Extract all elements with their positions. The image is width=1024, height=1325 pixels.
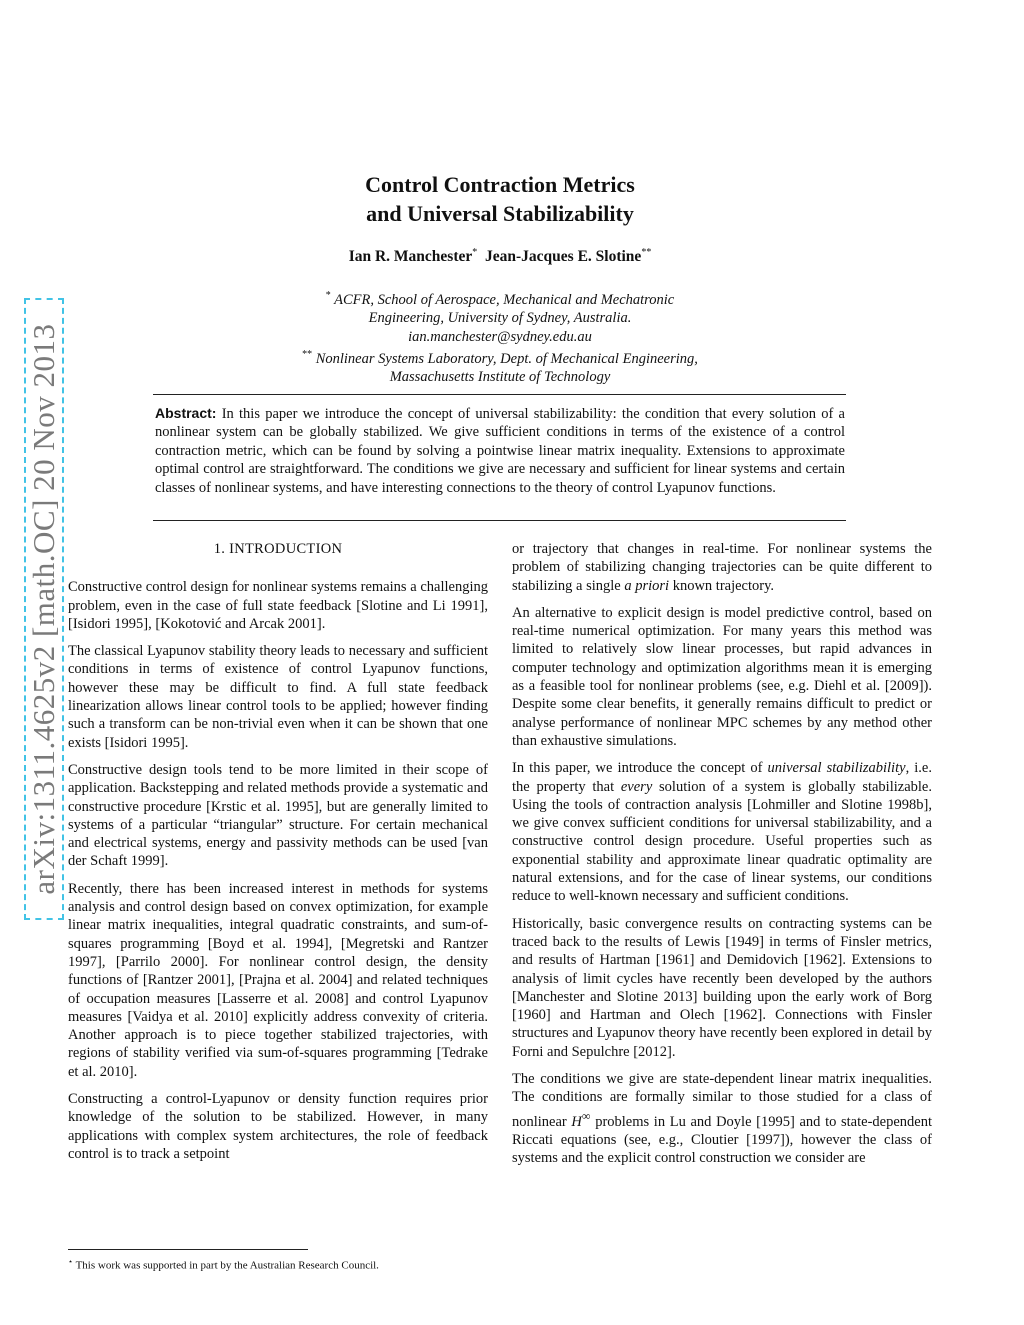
left-column: [68, 540, 488, 1172]
abstract-top-rule: [153, 394, 846, 395]
paragraph: Recently, there has been increased interest in methods for systems analysis and control design based on convex optimization, for example linear matrix inequalities, integral quadratic constraints, and sum-of-squares programming [Boyd et al. 1994], [Megretski and Rantzer 1997], [Parrilo 2000]. For nonlinear control design, the density functions of [Rantzer 2001], [Prajna et al. 2004] and related techniques of occupation measures [Lasserre et al. 2008] and control Lyapunov measures [Vaidya et al. 2010] explicitly address convexity of criteria. Another approach is to piece together stabilized trajectories, with regions of stability verified via sum-of-squares programming [Tedrake et al. 2010].: [68, 880, 488, 1080]
affil-line-1: ACFR, School of Aerospace, Mechanical and Mechatronic: [334, 291, 675, 308]
title-line-2: and Universal Stabilizability: [366, 201, 634, 226]
right-column: [512, 540, 932, 1176]
paragraph: In this paper, we introduce the concept of universal stabilizability, i.e. the property that every solution of a system is globally stabilizable. Using the tools of contraction analysis [Lohmiller and Slotine 1998b], we give convex sufficient conditions for universal stabilizability, and a constructive control design procedure. Useful properties such as exponential stability and approximate linear quadratic optimality are natural extensions, and for the case of linear systems, our conditions reduce to well-known necessary and sufficient conditions.: [512, 760, 932, 905]
affiliations: [200, 287, 800, 387]
author-1: Ian R. Manchester: [348, 248, 473, 266]
paragraph: The conditions we give are state-dependent linear matrix inequalities. The conditions are formally similar to those studied for a class of nonlinear H∞ problems in Lu and Doyle [1995] and to state-dependent Riccati equations (see, e.g., Cloutier [1997]), however the class of systems and the explicit control construction we consider are: [512, 1071, 932, 1167]
abstract-text: In this paper we introduce the concept of universal stabilizability: the condition that every solution of a nonlinear system can be globally stabilized. We give sufficient conditions in terms of the existence of a control contraction metric, which can be found by solving a pointwise linear matrix inequality. Extensions to approximate optimal control are straightforward. The conditions we give are necessary and sufficient for linear systems and certain classes of nonlinear systems, and have interesting connections to the theory of control Lyapunov functions.: [155, 406, 845, 496]
affil-mark-2: **: [302, 349, 313, 361]
author-1-mark: *: [472, 247, 478, 258]
title-line-1: Control Contraction Metrics: [365, 172, 635, 197]
abstract-label: Abstract:: [155, 405, 217, 421]
footnote-mark: ⋆: [68, 1257, 74, 1266]
paragraph: An alternative to explicit design is model predictive control, based on real-time numerical optimization. For many years this method was limited to relatively slow linear processes, but rapid advances in computer technology and optimization algorithms mean it is emerging as a feasible tool for nonlinear problems (see, e.g. Diehl et al. [2009]). Despite some clear benefits, it generally remains difficult to predict or analyse performance of nonlinear MPC schemes by any method other than exhaustive simulations.: [512, 604, 932, 749]
paragraph: Constructive control design for nonlinear systems remains a challenging problem, even in the case of full state feedback [Slotine and Li 1991], [Isidori 1995], [Kokotović and Arcak 2001].: [68, 579, 488, 632]
section-heading: 1. INTRODUCTION: [213, 541, 343, 557]
footnote-text: This work was supported in part by the Australian Research Council.: [75, 1259, 379, 1272]
abstract-bottom-rule: [153, 520, 846, 521]
affil-line-4: Nonlinear Systems Laboratory, Dept. of Mechanical Engineering,: [315, 350, 698, 367]
footnote-rule: [68, 1249, 308, 1250]
paragraph: Constructive design tools tend to be more limited in their scope of application. Backstepping and related methods provide a systematic and constructive procedure [Krstic et al. 1995], but are generally limited to systems of a particular “triangular” structure. For certain mechanical and electrical systems, energy and passivity methods can be used [van der Schaft 1999].: [68, 761, 488, 870]
paragraph: Constructing a control-Lyapunov or density function requires prior knowledge of the solution to be stabilized. However, in many applications with complex system architectures, the role of feedback control is to track a setpoint: [68, 1091, 488, 1162]
arxiv-stamp: arXiv:1311.4625v2 [math.OC] 20 Nov 2013: [26, 323, 61, 895]
abstract: [155, 404, 845, 497]
affil-email: ian.manchester@sydney.edu.au: [408, 328, 592, 345]
paper-title: [200, 170, 800, 228]
author-2-mark: **: [641, 247, 652, 258]
footnote: [68, 1254, 488, 1274]
paragraph: or trajectory that changes in real-time. For nonlinear systems the problem of stabilizing changing trajectories can be quite different to stabilizing a single a priori known trajectory.: [512, 541, 932, 594]
affil-line-5: Massachusetts Institute of Technology: [389, 369, 611, 386]
affil-mark-1: *: [325, 290, 331, 301]
paragraph: The classical Lyapunov stability theory leads to necessary and sufficient conditions in terms of existence of control Lyapunov functions, however these may be difficult to find. A full state feedback linearization allows linear control tools to be applied; however finding such a transform can be non-trivial even when it can be shown that one exists [Isidori 1995].: [68, 643, 488, 751]
author-2: Jean-Jacques E. Slotine: [485, 248, 642, 266]
author-list: [200, 247, 800, 266]
paragraph: Historically, basic convergence results on contracting systems can be traced back to the results of Lewis [1949] in terms of Finsler metrics, and results of Hartman [1961] and Demidovich [1962]. Extensions to analysis of limit cycles have recently been developed by the authors [Manchester and Slotine 2013] building upon the early work of Borg [1960] and Hartman and Olech [1962]. Connections with Finsler structures and Lyapunov theory have recently been explored in detail by Forni and Sepulchre [2012].: [512, 915, 932, 1060]
affil-line-2: Engineering, University of Sydney, Australia.: [368, 310, 632, 327]
